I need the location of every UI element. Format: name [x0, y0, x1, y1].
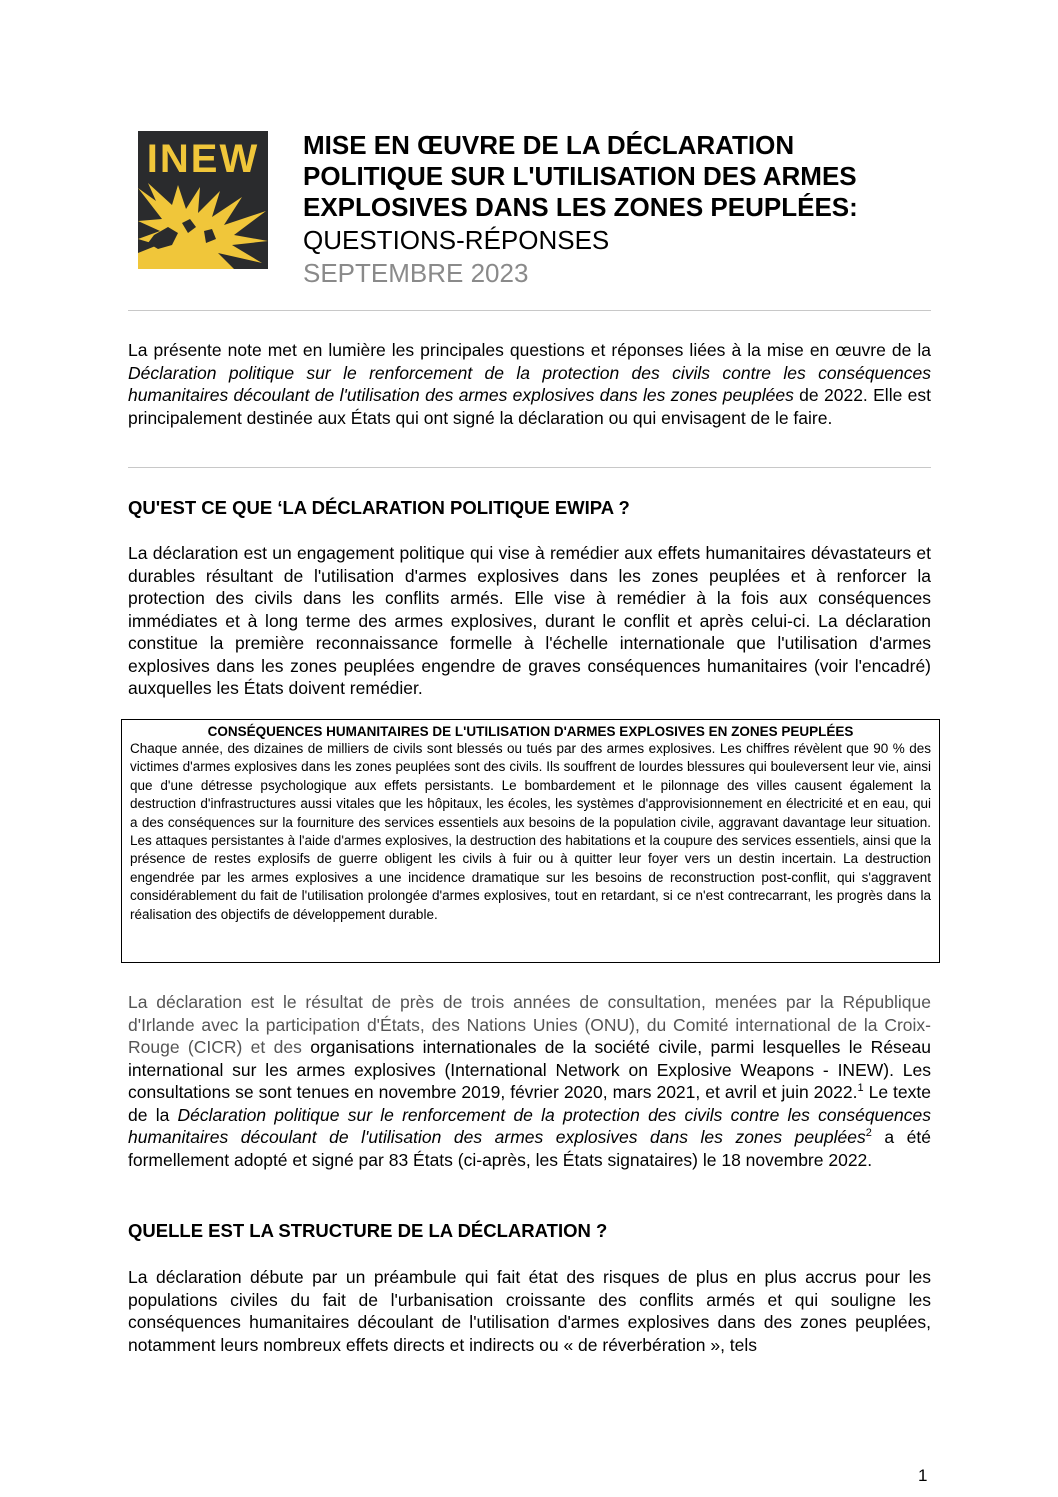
section-2-paragraph: La déclaration débute par un préambule qui fait état des risques de plus en plus accrus pour les populations civiles du fait de l'urbanisation croissante des conflits armés et qui souligne les conséquences humanitaires découlant de l'utilisation d'armes explosives dans des zones peuplées, notamment leurs nombreux effets directs et indirects ou « de réverbération », tels	[128, 1267, 931, 1355]
section-heading-2: QUELLE EST LA STRUCTURE DE LA DÉCLARATION ?	[128, 1220, 608, 1241]
footnote-ref-1: 1	[857, 1082, 864, 1095]
box-body: Chaque année, des dizaines de milliers de civils sont blessés ou tués par des armes explosives. Les chiffres révèlent que 90 % des victimes d'armes explosives dans les zones peuplées sont des civils. Ils souffrent de lourdes blessures qui bouleversent leur vie, ainsi que d'une détresse psychologique aux effets persistants. Le bombardement et le pilonnage des villes causent également la destruction d'infrastructures aussi vitales que les hôpitaux, les écoles, les systèmes d'approvisionnement en électricité et en eau, qui a des conséquences sur la fourniture des services essentiels aux besoins de la population civile, aggravant davantage leur situation. Les attaques persistantes à l'aide d'armes explosives, la destruction des habitations et la coupure des services essentiels, ainsi que la présence de restes explosifs de guerre obligent les civils à fuir ou à quitter leur foyer vers un destin incertain. La destruction engendrée par les armes explosives a une incidence dramatique sur les besoins de reconstruction post-conflit, qui s'aggravent considérablement du fait de l'utilisation prolongée d'armes explosives, tout en retardant, si ce n'est contrecarrant, les progrès dans la réalisation des objectifs de développement durable.	[130, 741, 931, 922]
box-title: CONSÉQUENCES HUMANITAIRES DE L'UTILISATION D'ARMES EXPLOSIVES EN ZONES PEUPLÉES	[207, 724, 854, 739]
document-title-line-3: EXPLOSIVES DANS LES ZONES PEUPLÉES:	[303, 192, 858, 222]
logo-text: INEW	[146, 137, 260, 181]
page-number: 1	[918, 1466, 928, 1485]
divider-top	[128, 310, 931, 311]
explosion-icon	[138, 183, 268, 269]
humanitarian-consequences-box	[121, 719, 940, 963]
footnote-ref-2: 2	[865, 1127, 872, 1140]
divider-intro	[128, 467, 931, 468]
section-1-paragraph: La déclaration est un engagement politique qui vise à remédier aux effets humanitaires dévastateurs et durables résultant de l'utilisation d'armes explosives dans les zones peuplées et à renforcer la protection des civils dans les conflits armés. Elle vise à remédier à la fois aux conséquences immédiates et à long terme des armes explosives, durant le conflit et après celui-ci. La déclaration constitue la première reconnaissance formelle à l'échelle internationale que l'utilisation d'armes explosives dans les zones peuplées engendre de graves conséquences humanitaires (voir l'encadré) auxquelles les États doivent remédier.	[128, 543, 931, 698]
document-subtitle: QUESTIONS-RÉPONSES	[303, 225, 610, 255]
consultation-paragraph: La déclaration est le résultat de près de trois années de consultation, menées par la République d'Irlande avec la participation d'États, des Nations Unies (ONU), du Comité international de la Croix-Rouge (CICR) et des organisations internationales de la société civile, parmi lesquelles le Réseau international sur les armes explosives (International Network on Explosive Weapons - INEW). Les consultations se sont tenues en novembre 2019, février 2020, mars 2021, et avril et juin 2022.$^1$ Le texte de la Déclaration politique sur le renforcement de la protection des civils contre les conséquences humanitaires découlant de l'utilisation des armes explosives dans les zones peuplées$^2$ a été formellement adopté et signé par 83 États (ci-après, les États signataires) le 18 novembre 2022.	[128, 992, 932, 1170]
document-date: SEPTEMBRE 2023	[303, 258, 529, 288]
inew-logo	[138, 131, 268, 269]
document-title-line-2: POLITIQUE SUR L'UTILISATION DES ARMES	[303, 161, 857, 191]
document-title-line-1: MISE EN ŒUVRE DE LA DÉCLARATION	[303, 130, 795, 160]
intro-paragraph: La présente note met en lumière les principales questions et réponses liées à la mise en œuvre de la Déclaration politique sur le renforcement de la protection des civils contre les conséquences humanitaires découlant de l'utilisation des armes explosives dans les zones peuplées de 2022. Elle est principalement destinée aux États qui ont signé la déclaration ou qui envisagent de le faire.	[128, 340, 932, 428]
section-heading-1: QU'EST CE QUE ‘LA DÉCLARATION POLITIQUE EWIPA ?	[128, 497, 630, 518]
document-header	[303, 130, 943, 289]
